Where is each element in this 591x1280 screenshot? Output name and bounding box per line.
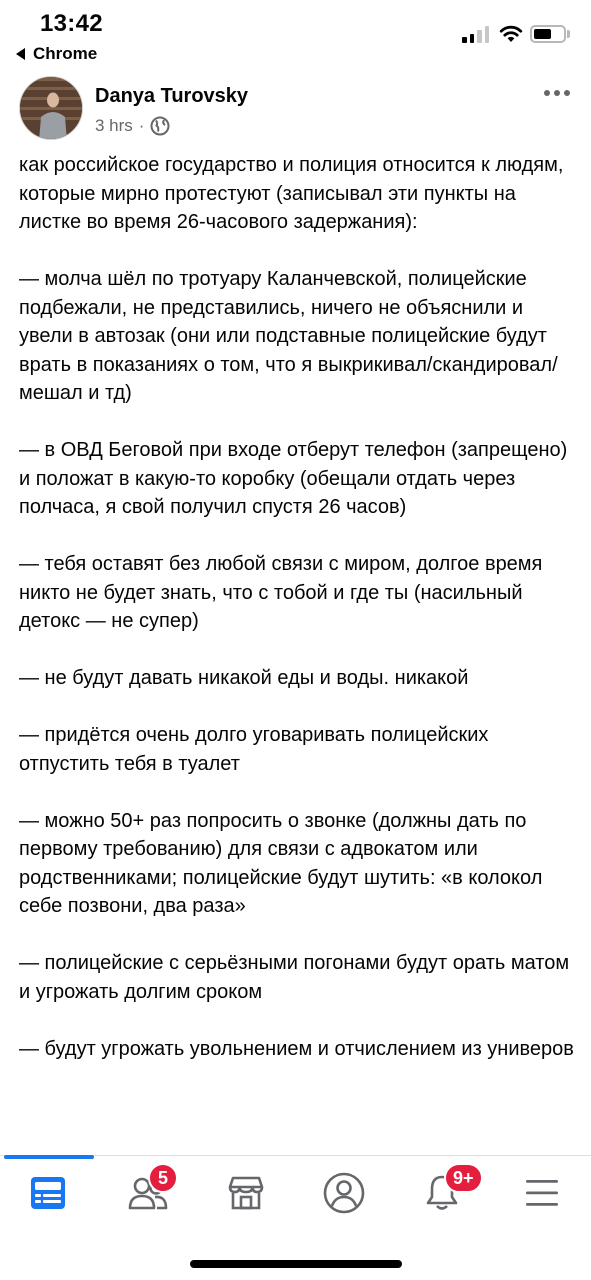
more-dot-icon [554,90,560,96]
post-text [19,151,579,1063]
tab-marketplace[interactable] [214,1168,278,1218]
status-bar [0,0,591,68]
tab-friends[interactable] [116,1168,180,1218]
post-paragraph: — в ОВД Беговой при входе отберут телефон (запрещено) и положат в какую-то коробку (обещали отдать через полчаса, я свой получил спустя 26 часов) [19,439,568,518]
tab-profile[interactable] [312,1168,376,1218]
back-to-app-button[interactable] [16,44,97,64]
profile-icon [323,1172,365,1214]
back-arrow-icon [16,48,25,60]
post-paragraph: как российское государство и полиция относится к людям, которые мирно протестуют (записывал эти пункты на листке во время 26-часового задержания): [19,154,564,233]
news-feed-icon [30,1176,66,1210]
home-indicator[interactable] [190,1260,402,1268]
post-paragraph: — будут угрожать увольнением и отчислением из универов [19,1037,574,1060]
meta-separator: · [138,116,145,135]
more-options-button[interactable] [544,90,570,96]
more-dot-icon [564,90,570,96]
battery-cap [567,30,570,38]
marketplace-icon [227,1175,265,1211]
post-paragraph: — полицейские с серьёзными погонами будут орать матом и угрожать долгим сроком [19,952,570,1003]
notifications-badge: 9+ [444,1163,483,1193]
globe-icon [150,116,170,136]
friends-badge: 5 [148,1163,178,1193]
tab-news-feed[interactable] [16,1168,80,1218]
more-dot-icon [544,90,550,96]
status-time: 13:42 [40,10,103,37]
menu-icon [525,1178,559,1208]
author-name[interactable]: Danya Turovsky [95,85,249,107]
post-header [0,68,591,152]
post-paragraph: — придётся очень долго уговаривать полицейских отпустить тебя в туалет [19,724,489,775]
active-tab-indicator [4,1155,94,1159]
avatar-photo [20,77,83,140]
cellular-signal-icon [462,26,489,43]
tab-menu[interactable] [510,1168,574,1218]
back-app-label: Chrome [33,44,98,63]
post-paragraph: — тебя оставят без любой связи с миром, долгое время никто не будет знать, что с тобой и где ты (насильный детокс — не супер) [19,553,543,632]
post-paragraph: — молча шёл по тротуару Каланчевской, полицейские подбежали, не представились, ничего не объяснили и увели в автозак (они или подставные полицейские будут врать в показаниях о том, что я выкрикивал/скандировал/мешал и тд) [19,268,558,404]
tab-notifications[interactable] [410,1168,474,1218]
post-meta [95,116,170,136]
avatar[interactable] [19,76,83,140]
post-paragraph: — можно 50+ раз попросить о звонке (должны дать по первому требованию) для связи с адвокатом или родственниками; полицейские будут шутить: «в колокол себе позвони, два раза» [19,809,543,917]
battery-icon [530,25,566,43]
post-paragraph: — не будут давать никакой еды и воды. никакой [19,667,469,689]
post-time[interactable]: 3 hrs [95,116,133,135]
wifi-icon [499,24,523,43]
battery-level [534,29,551,39]
